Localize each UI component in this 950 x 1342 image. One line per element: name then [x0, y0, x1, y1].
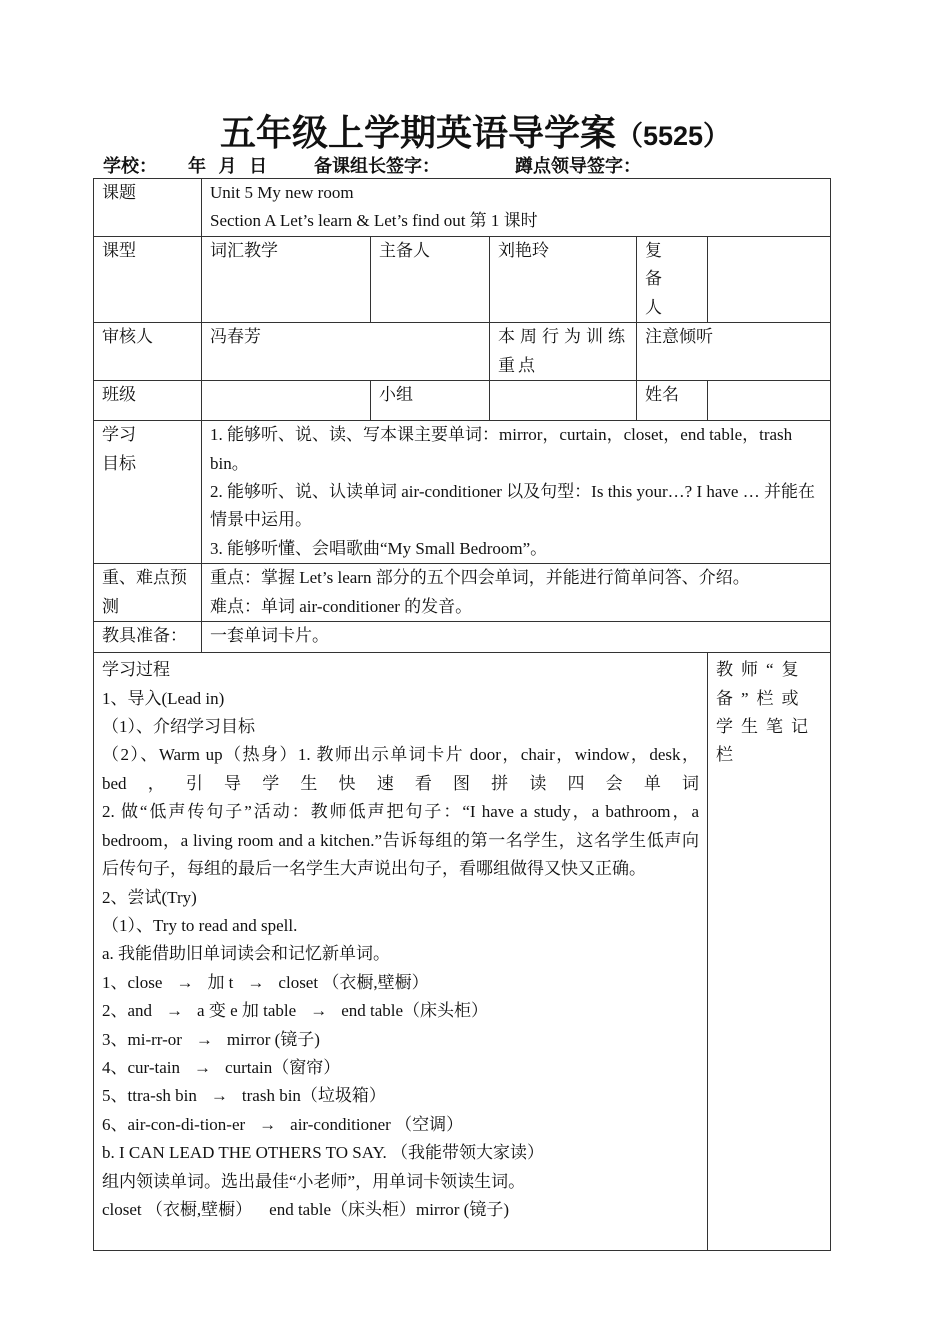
- title-code: （5525）: [615, 121, 731, 151]
- group-value[interactable]: [490, 381, 637, 421]
- main-preparer-value: 刘艳玲: [490, 237, 637, 323]
- class-value[interactable]: [202, 381, 371, 421]
- behavior-label: 本周行为训练重点: [490, 323, 637, 381]
- goals-label: [94, 421, 202, 564]
- word-item: 2、and → a 变 e 加 table → end table（床头柜）: [102, 1001, 489, 1021]
- goal-item: 3. 能够听懂、会唱歌曲“My Small Bedroom”。: [210, 538, 548, 558]
- class-label: 班级: [94, 381, 202, 421]
- intro-goals: （1）、介绍学习目标: [102, 717, 255, 737]
- goal-item: 1. 能够听、说、读、写本课主要单词：mirror，curtain，closet，end table，trash bin。: [210, 425, 793, 473]
- topic-label: 课题: [94, 179, 202, 237]
- main-preparer-label: 主备人: [371, 237, 490, 323]
- topic-line-2: Section A Let’s learn & Let’s find out 第 1 课时: [210, 211, 538, 231]
- goal-item: 2. 能够听、说、认读单词 air-conditioner 以及句型：Is this your…? I have … 并能在情景中运用。: [210, 482, 815, 530]
- reviewer-value: 冯春芳: [202, 323, 490, 381]
- key-point: 重点：掌握 Let’s learn 部分的五个四会单词，并能进行简单问答、介绍。: [210, 568, 750, 588]
- type-label: 课型: [94, 237, 202, 323]
- tools-label: 教具准备：: [94, 622, 202, 653]
- try-read: （1）、Try to read and spell.: [102, 915, 298, 935]
- arrow-icon: →: [195, 1029, 213, 1049]
- lesson-plan-table: [93, 178, 831, 1251]
- word-item: 4、cur-tain → curtain（窗帘）: [102, 1057, 341, 1077]
- signature-line: [103, 154, 823, 180]
- type-value: 词汇教学: [202, 237, 371, 323]
- key-points-label: 重、难点预测: [94, 564, 202, 622]
- name-label: 姓名: [637, 381, 708, 421]
- arrow-icon: →: [247, 972, 265, 992]
- date-label: 年 月 日: [188, 156, 268, 177]
- arrow-icon: →: [310, 1001, 328, 1021]
- behavior-value: 注意倾听: [637, 323, 831, 381]
- arrow-icon: →: [194, 1057, 212, 1077]
- name-value[interactable]: [708, 381, 831, 421]
- school-label: 学校：: [103, 156, 157, 177]
- document-title: [0, 110, 950, 159]
- try-heading: 2、尝试(Try): [102, 887, 197, 907]
- word-item: 5、ttra-sh bin → trash bin（垃圾箱）: [102, 1086, 386, 1106]
- notes-column: 教师“复备”栏或学生笔记栏: [708, 653, 831, 1251]
- difficult-point: 难点：单词 air-conditioner 的发音。: [210, 596, 473, 616]
- goals-list: [202, 421, 831, 564]
- process-title: 学习过程: [102, 660, 170, 680]
- group-read: 组内领读单词。选出最佳“小老师”，用单词卡领读生词。: [102, 1171, 526, 1191]
- co-preparer-label: 复 备 人: [637, 237, 708, 323]
- try-a: a. 我能借助旧单词读会和记忆新单词。: [102, 944, 391, 964]
- word-item: 6、air-con-di-tion-er → air-conditioner （空调）: [102, 1114, 464, 1134]
- visit-sign-label: 蹲点领导签字：: [515, 156, 641, 177]
- key-points: [202, 564, 831, 622]
- arrow-icon: →: [176, 972, 194, 992]
- word-item: 1、close → 加 t → closet （衣橱,壁橱）: [102, 972, 429, 992]
- reviewer-label: 审核人: [94, 323, 202, 381]
- warm-up: （2）、Warm up（热身）1. 教师出示单词卡片 door，chair，window，desk，bed，引导学生快速看图拼读四会单词: [102, 745, 699, 793]
- word-item: 3、mi-rr-or → mirror (镜子): [102, 1029, 320, 1049]
- word-list: [102, 969, 699, 1139]
- arrow-icon: →: [210, 1086, 228, 1106]
- topic-line-1: Unit 5 My new room: [210, 183, 354, 202]
- co-preparer-value[interactable]: [708, 237, 831, 323]
- leader-sign-label: 备课组长签字：: [314, 156, 440, 177]
- topic-value: [202, 179, 831, 237]
- arrow-icon: →: [166, 1001, 184, 1021]
- goals-label-line-1: 学习: [102, 425, 136, 445]
- whisper-activity: 2. 做“低声传句子”活动：教师低声把句子：“I have a study，a bathroom，a bedroom，a living room and a kitchen.”告诉每组的第一名学生，这名学生低声向后传句子，每组的最后一名学生大声说出句子，看哪组做得又快又正确。: [102, 802, 699, 879]
- last-line: closet （衣橱,壁橱） end table（床头柜）mirror (镜子): [102, 1199, 509, 1219]
- goals-label-line-2: 目标: [102, 453, 136, 473]
- group-label: 小组: [371, 381, 490, 421]
- arrow-icon: →: [259, 1114, 277, 1134]
- learning-process: [94, 653, 708, 1251]
- lead-b: b. I CAN LEAD THE OTHERS TO SAY. （我能带领大家读）: [102, 1143, 545, 1163]
- lead-in-heading: 1、导入(Lead in): [102, 688, 225, 708]
- title-text: 五年级上学期英语导学案: [219, 112, 616, 154]
- tools-value: 一套单词卡片。: [202, 622, 831, 653]
